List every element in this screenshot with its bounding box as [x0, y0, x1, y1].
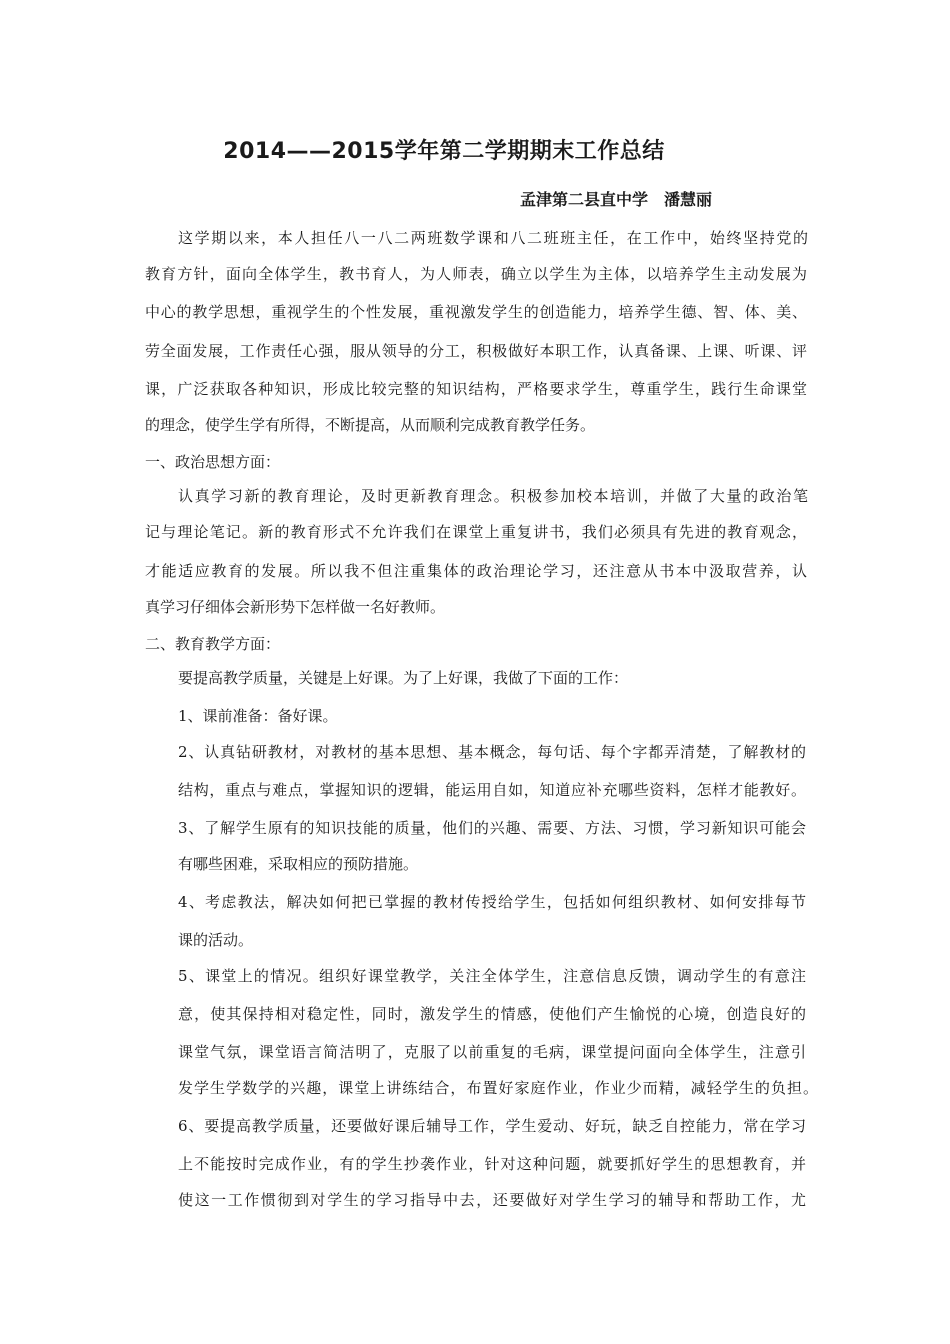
document-title: 2014——2015学年第二学期期末工作总结 [223, 139, 665, 164]
list-item: 课堂气氛，课堂语言简洁明了，克服了以前重复的毛病，课堂提问面向全体学生，注意引 [178, 1043, 806, 1061]
list-item: 结构，重点与难点，掌握知识的逻辑，能运用自如，知道应补充哪些资料，怎样才能教好。 [178, 781, 806, 799]
list-item: 有哪些困难，采取相应的预防措施。 [178, 855, 419, 873]
paragraph-line: 教育方针，面向全体学生，教书育人，为人师表，确立以学生为主体，以培养学生主动发展为 [145, 265, 807, 283]
paragraph-line: 劳全面发展，工作责任心强，服从领导的分工，积极做好本职工作，认真备课、上课、听课、评 [145, 342, 807, 360]
paragraph-line: 这学期以来，本人担任八一八二两班数学课和八二班班主任，在工作中，始终坚持党的 [178, 229, 808, 247]
list-item: 2、认真钻研教材，对教材的基本思想、基本概念，每句话、每个字都弄清楚，了解教材的 [178, 743, 806, 761]
paragraph-line: 要提高教学质量，关键是上好课。为了上好课，我做了下面的工作： [178, 669, 629, 687]
section-heading: 一、政治思想方面： [145, 453, 281, 471]
list-item: 使这一工作惯彻到对学生的学习指导中去，还要做好对学生学习的辅导和帮助工作，尤 [178, 1191, 806, 1209]
paragraph-line: 记与理论笔记。新的教育形式不允许我们在课堂上重复讲书，我们必须具有先进的教育观念， [145, 523, 807, 541]
paragraph-line: 认真学习新的教育理论，及时更新教育理念。积极参加校本培训，并做了大量的政治笔 [178, 487, 808, 505]
paragraph-line: 才能适应教育的发展。所以我不但注重集体的政治理论学习，还注意从书本中汲取营养，认 [145, 562, 807, 580]
paragraph-line: 的理念，使学生学有所得，不断提高，从而顺利完成教育教学任务。 [145, 416, 596, 434]
list-item: 5、课堂上的情况。组织好课堂教学，关注全体学生，注意信息反馈，调动学生的有意注 [178, 967, 806, 985]
list-item: 课的活动。 [178, 931, 254, 949]
paragraph-line: 中心的教学思想，重视学生的个性发展，重视激发学生的创造能力，培养学生德、智、体、美、 [145, 303, 807, 321]
list-item: 意，使其保持相对稳定性，同时，激发学生的情感，使他们产生愉悦的心境，创造良好的 [178, 1005, 806, 1023]
list-item: 1、课前准备：备好课。 [178, 707, 338, 725]
list-item: 上不能按时完成作业，有的学生抄袭作业，针对这种问题，就要抓好学生的思想教育，并 [178, 1155, 806, 1173]
paragraph-line: 课，广泛获取各种知识，形成比较完整的知识结构，严格要求学生，尊重学生，践行生命课堂 [145, 380, 807, 398]
list-item: 6、要提高教学质量，还要做好课后辅导工作，学生爱动、好玩，缺乏自控能力，常在学习 [178, 1117, 806, 1135]
author-line: 孟津第二县直中学 潘慧丽 [520, 190, 713, 209]
list-item: 发学生学数学的兴趣，课堂上讲练结合，布置好家庭作业，作业少而精，减轻学生的负担。 [178, 1079, 818, 1097]
list-item: 3、了解学生原有的知识技能的质量，他们的兴趣、需要、方法、习惯，学习新知识可能会 [178, 819, 806, 837]
list-item: 4、考虑教法，解决如何把已掌握的教材传授给学生，包括如何组织教材、如何安排每节 [178, 893, 806, 911]
section-heading: 二、教育教学方面： [145, 635, 281, 653]
paragraph-line: 真学习仔细体会新形势下怎样做一名好教师。 [145, 598, 446, 616]
